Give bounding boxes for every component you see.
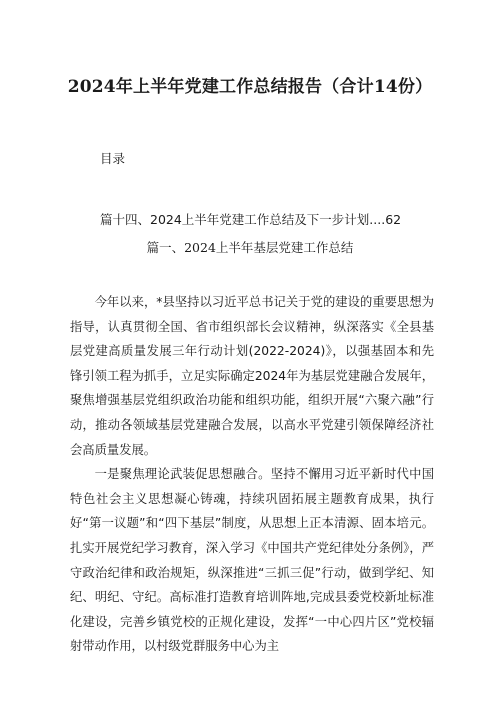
paragraph-theory: 一是聚焦理论武装促思想融合。坚持不懈用习近平新时代中国特色社会主义思想凝心铸魂，持续巩固拓展主题教育成果，执行好“第一议题”和“四下基层”制度，从思想上正本清源、固本培元。扎实开展党纪学习教育，深入学习《中国共产党纪律处分条例》，严守政治纪律和政治规矩，纵深推进“三抓三促”行动，做到学纪、知纪、明纪、守纪。高标准打造教育培训阵地,完成县委党校新址标准化建设，完善乡镇党校的正规化建设，发挥“一中心四片区”党校辐射带动作用，以村级党群服务中心为主 (70, 467, 434, 654)
body-text (70, 290, 434, 659)
document-title: 2024年上半年党建工作总结报告（合计14份） (67, 77, 433, 97)
toc-heading: 目录 (100, 151, 126, 166)
paragraph-intro: 今年以来，*县坚持以习近平总书记关于党的建设的重要思想为指导，认真贯彻全国、省市组织部长会议精神，纵深落实《全县基层党建高质量发展三年行动计划(2022-2024)》，以强基固本和先锋引领工程为抓手，立足实际确定2024年为基层党建融合发展年，聚焦增强基层党组织政治功能和组织功能，组织开展“六聚六融”行动，推动各领域基层党建融合发展，以高水平党建引领保障经济社会高质量发展。 (70, 295, 434, 457)
toc-entry[interactable]: 篇十四、2024上半年党建工作总结及下一步计划....62 (100, 212, 402, 227)
section-heading: 篇一、2024上半年基层党建工作总结 (146, 240, 354, 255)
